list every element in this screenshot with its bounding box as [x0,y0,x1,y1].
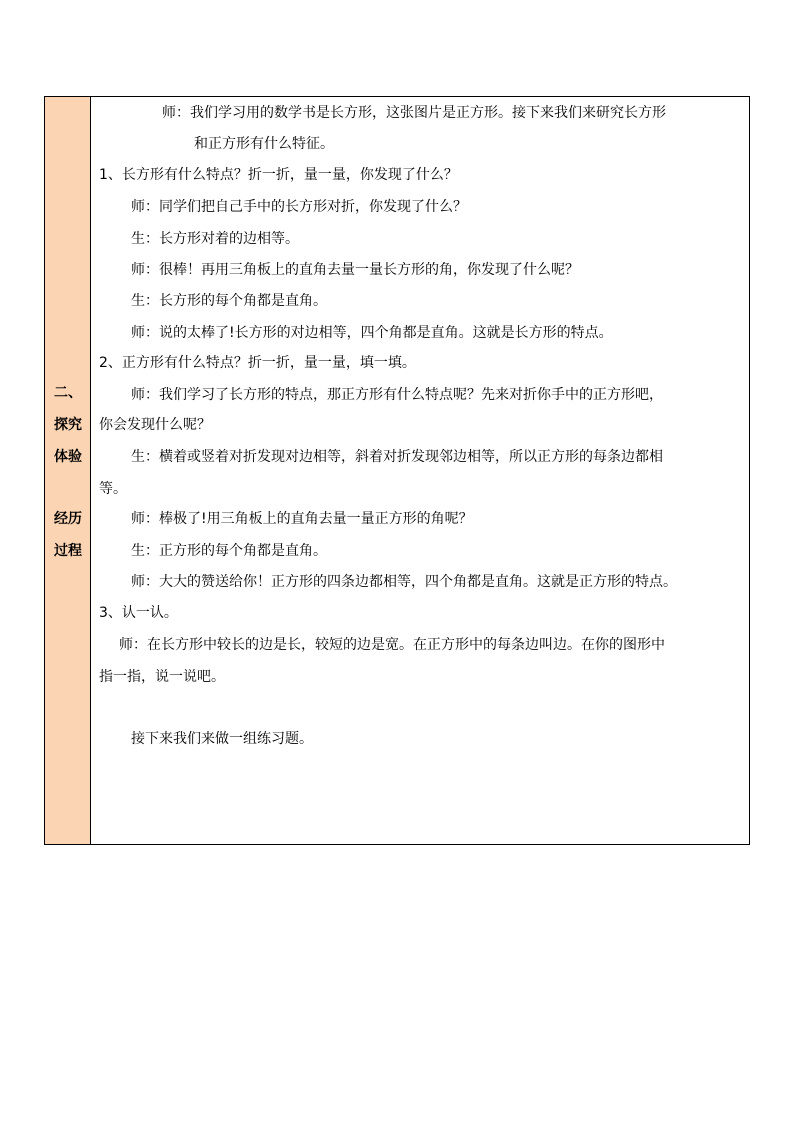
text-line: 1、长方形有什么特点？折一折，量一量，你发现了什么？ [99,167,458,183]
lesson-table [44,96,750,845]
text-line: 等。 [99,481,127,497]
text-line: 师：我们学习用的数学书是长方形，这张图片是正方形。接下来我们来研究长方形 [162,105,666,121]
text-line: 师：说的太棒了!长方形的对边相等，四个角都是直角。这就是长方形的特点。 [131,325,613,341]
text-line: 你会发现什么呢？ [99,417,211,433]
section-label-line: 过程 [54,543,82,559]
text-line: 师：在长方形中较长的边是长，较短的边是宽。在正方形中的每条边叫边。在你的图形中 [119,637,665,653]
text-line: 生：长方形的每个角都是直角。 [131,293,327,309]
text-line: 师：我们学习了长方形的特点，那正方形有什么特点呢？先来对折你手中的正方形吧， [131,387,663,403]
lesson-content-cell [91,97,749,844]
section-label-cell [45,97,91,844]
text-line: 师：棒极了!用三角板上的直角去量一量正方形的角呢？ [131,511,473,527]
text-line: 2、正方形有什么特点？折一折，量一量，填一填。 [99,355,416,371]
section-label-line: 二、 [54,385,82,401]
text-line: 生：正方形的每个角都是直角。 [131,543,327,559]
text-line: 师：很棒！再用三角板上的直角去量一量长方形的角，你发现了什么呢？ [131,262,579,278]
text-line: 生：长方形对着的边相等。 [131,231,299,247]
text-line: 和正方形有什么特征。 [194,136,334,152]
text-line: 生：横着或竖着对折发现对边相等，斜着对折发现邻边相等，所以正方形的每条边都相 [131,449,663,465]
text-line: 指一指，说一说吧。 [99,669,225,685]
section-label-line: 经历 [54,511,82,527]
section-label-line: 体验 [54,449,82,465]
text-line: 3、认一认。 [99,605,178,621]
text-line: 师：同学们把自己手中的长方形对折，你发现了什么？ [131,199,467,215]
section-label-line: 探究 [54,417,82,433]
text-line: 接下来我们来做一组练习题。 [131,731,313,747]
text-line: 师：大大的赞送给你！正方形的四条边都相等，四个角都是直角。这就是正方形的特点。 [131,574,677,590]
